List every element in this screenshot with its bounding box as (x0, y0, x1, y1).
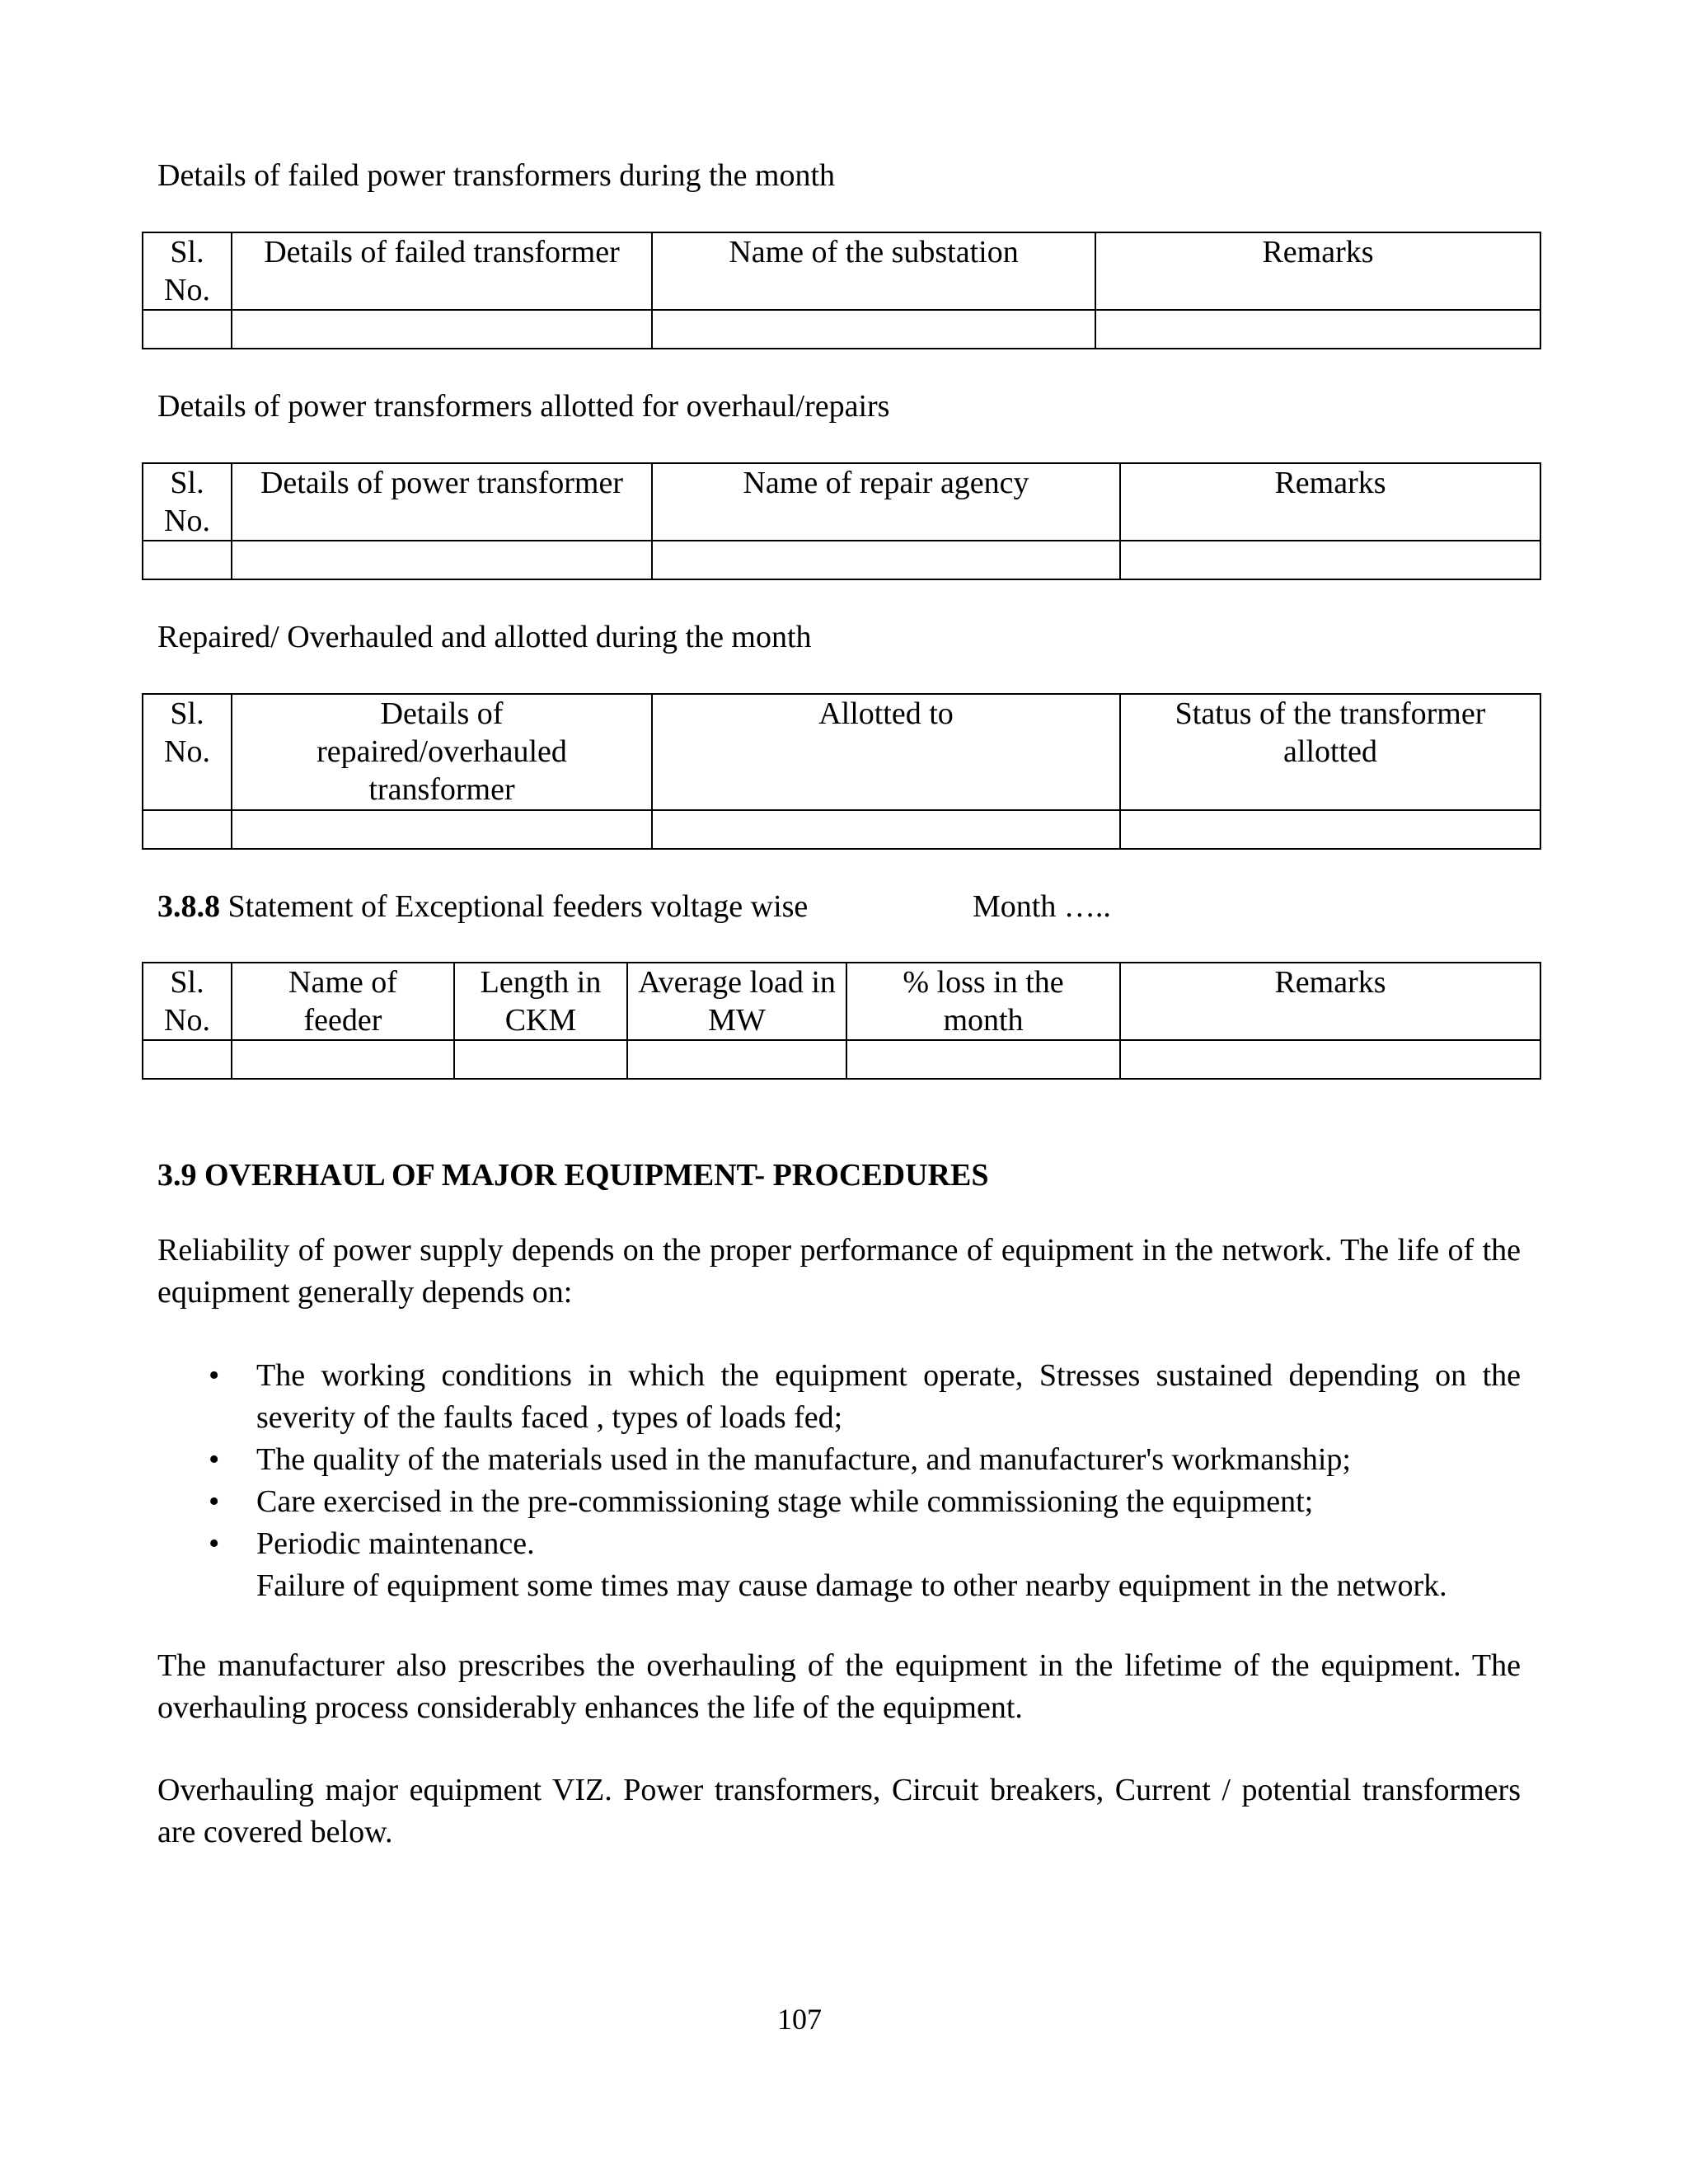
bullet-note: Failure of equipment some times may cause damage to other nearby equipment in the network. (256, 1568, 1447, 1603)
table-cell (1120, 1040, 1540, 1079)
bullet-marker: • (209, 1484, 220, 1519)
table-row (143, 1040, 1540, 1079)
failed-transformers-caption: Details of failed power transformers during the month (157, 158, 836, 193)
col-header-feeder-name: Name of feeder (232, 963, 454, 1040)
col-header-remarks: Remarks (1095, 232, 1540, 310)
table-cell (232, 1040, 454, 1079)
overhaul-allotted-table (142, 462, 1541, 580)
overhauling-paragraph: The manufacturer also prescribes the overhauling of the equipment in the lifetime of the equipment. The overhauling process considerably enhances the life of the equipment. (157, 1648, 1521, 1725)
list-item-text: Periodic maintenance. (256, 1526, 535, 1561)
col-header-power-transformer: Details of power transformer (232, 463, 652, 541)
col-header-remarks: Remarks (1120, 463, 1540, 541)
table-cell (652, 310, 1095, 349)
table-cell (1120, 541, 1540, 579)
table-header-row (143, 232, 1540, 310)
repaired-overhauled-caption: Repaired/ Overhauled and allotted during the month (157, 620, 812, 654)
col-header-sl-no: Sl. No. (143, 963, 232, 1040)
col-header-average-load: Average load in MW (627, 963, 846, 1040)
month-label: Month ….. (973, 889, 1111, 924)
list-item (157, 1523, 1521, 1607)
failed-transformers-table (142, 232, 1541, 349)
table-row (143, 810, 1540, 849)
table-header-row (143, 694, 1540, 810)
table-cell (143, 310, 232, 349)
col-header-sl-no: Sl. No. (143, 463, 232, 541)
table-row (143, 541, 1540, 579)
table-cell (846, 1040, 1120, 1079)
page-number: 107 (777, 2003, 822, 2036)
table-cell (143, 810, 232, 849)
col-header-allotted-to: Allotted to (652, 694, 1120, 810)
major-equipment-paragraph: Overhauling major equipment VIZ. Power transformers, Circuit breakers, Current / potential transformers are covered below. (157, 1773, 1521, 1849)
table-header-row (143, 463, 1540, 541)
table-cell (1095, 310, 1540, 349)
table-cell (143, 541, 232, 579)
repaired-overhauled-table (142, 693, 1541, 850)
col-header-sl-no: Sl. No. (143, 694, 232, 810)
list-item (157, 1439, 1521, 1481)
col-header-remarks: Remarks (1120, 963, 1540, 1040)
feeders-section-number: 3.8.8 (157, 889, 220, 924)
table-row (143, 310, 1540, 349)
col-header-substation: Name of the substation (652, 232, 1095, 310)
list-item (157, 1355, 1521, 1439)
exceptional-feeders-table (142, 962, 1541, 1080)
list-item (157, 1481, 1521, 1523)
col-header-failed-transformer: Details of failed transformer (232, 232, 652, 310)
table-cell (232, 810, 652, 849)
table-cell (652, 810, 1120, 849)
feeders-caption (157, 887, 808, 926)
col-header-length: Length in CKM (454, 963, 627, 1040)
table-cell (652, 541, 1120, 579)
list-item-text: The working conditions in which the equipment operate, Stresses sustained depending on the severity of the faults faced , types of loads fed; (256, 1358, 1521, 1435)
bullet-marker: • (209, 1358, 220, 1393)
intro-paragraph: Reliability of power supply depends on the proper performance of equipment in the network. The life of the equipment generally depends on: (157, 1233, 1521, 1310)
col-header-loss: % loss in the month (846, 963, 1120, 1040)
overhaul-allotted-caption: Details of power transformers allotted for overhaul/repairs (157, 389, 890, 424)
table-cell (232, 310, 652, 349)
feeders-caption-text: Statement of Exceptional feeders voltage wise (227, 889, 809, 924)
col-header-status: Status of the transformer allotted (1120, 694, 1540, 810)
table-cell (1120, 810, 1540, 849)
col-header-sl-no: Sl. No. (143, 232, 232, 310)
life-factors-list (157, 1355, 1521, 1607)
col-header-repaired-transformer: Details of repaired/overhauled transformer (232, 694, 652, 810)
list-item-text: The quality of the materials used in the manufacture, and manufacturer's workmanship; (256, 1442, 1351, 1477)
table-cell (627, 1040, 846, 1079)
bullet-marker: • (209, 1442, 220, 1477)
bullet-marker: • (209, 1526, 220, 1561)
table-header-row (143, 963, 1540, 1040)
section-3-9-heading: 3.9 OVERHAUL OF MAJOR EQUIPMENT- PROCEDURES (157, 1158, 989, 1193)
table-cell (454, 1040, 627, 1079)
col-header-repair-agency: Name of repair agency (652, 463, 1120, 541)
table-cell (143, 1040, 232, 1079)
list-item-text: Care exercised in the pre-commissioning stage while commissioning the equipment; (256, 1484, 1314, 1519)
table-cell (232, 541, 652, 579)
